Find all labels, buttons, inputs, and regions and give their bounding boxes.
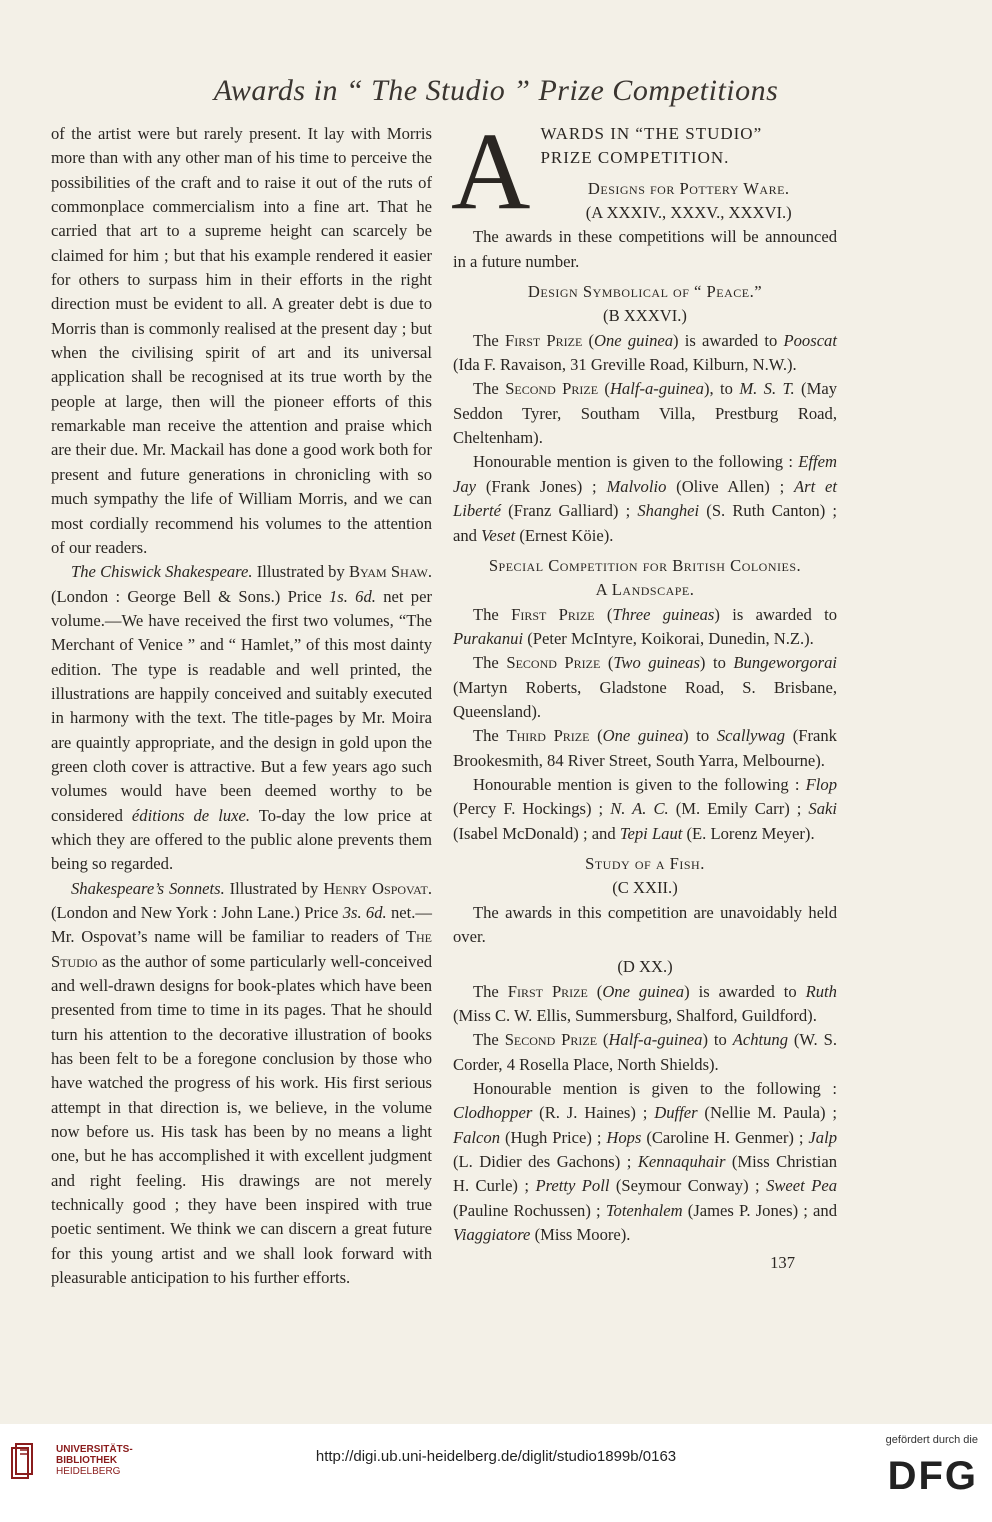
section-pottery-code: (A XXXIV., XXXV., XXXVI.) bbox=[585, 203, 792, 223]
page-number: 137 bbox=[770, 1253, 795, 1273]
peace-first-prize: The First Prize (One guinea) is awarded to Pooscat (Ida F. Ravaison, 31 Greville Road, Kilburn, N.W.). bbox=[453, 330, 837, 375]
review-chiswick-shakespeare: The Chiswick Shakespeare. Illustrated by Byam Shaw. (London : George Bell & Sons.) Price 1s. 6d. net per volume.—We have received the first two volumes, “The Merchant of Venice ” and “ Hamlet,” of this most dainty edition. The type is readable and well printed, the illustrations are happily conceived and suitably executed in harmony with the text. The title-pages by Mr. Moira are quaintly appropriate, and the design in gold upon the green cloth cover is attractive. But a few years ago such volumes would have been deemed worthy to be considered éditions de luxe. To-day the low price at which they are offered to the public alone prevents them being so regarded. bbox=[51, 562, 432, 874]
left-column bbox=[51, 122, 432, 1291]
section-pottery-text: The awards in these competitions will be announced in a future number. bbox=[453, 227, 837, 271]
peace-second-prize: The Second Prize (Half-a-guinea), to M. S. T. (May Seddon Tyrer, Southam Villa, Prestburg Road, Cheltenham). bbox=[453, 379, 837, 448]
fish-text: The awards in this competition are unavoidably held over. bbox=[453, 902, 837, 946]
colonies-second-prize: The Second Prize (Two guineas) to Bungeworgorai (Martyn Roberts, Gladstone Road, S. Brisbane, Queensland). bbox=[453, 653, 837, 721]
right-column bbox=[451, 110, 838, 1276]
heading-line-1: WARDS IN “THE STUDIO” bbox=[540, 124, 763, 143]
dfg-logo: DFG bbox=[887, 1454, 978, 1498]
d-honourable-mention: Honourable mention is given to the following : Clodhopper (R. J. Haines) ; Duffer (Nellie M. Paula) ; Falcon (Hugh Price) ; Hops (Caroline H. Genmer) ; Jalp (L. Didier des Gachons) ; Kennaquhair (Miss Christian H. Curle) ; Pretty Poll (Seymour Conway) ; Sweet Pea (Pauline Rochussen) ; Totenhalem (James P. Jones) ; and Viaggiatore (Miss Moore). bbox=[453, 1079, 837, 1245]
awards-heading bbox=[451, 110, 837, 274]
drop-cap: A bbox=[451, 110, 531, 232]
university-library-name: UNIVERSITÄTS- BIBLIOTHEK HEIDELBERG bbox=[56, 1444, 133, 1477]
funded-by-label: gefördert durch die bbox=[885, 1434, 978, 1446]
footer-bar bbox=[0, 1424, 992, 1522]
section-fish-title: Study of a Fish. bbox=[585, 853, 705, 873]
section-colonies-title: Special Competition for British Colonies. bbox=[488, 555, 802, 575]
peace-honourable-mention: Honourable mention is given to the following : Effem Jay (Frank Jones) ; Malvolio (Olive Allen) ; Art et Liberté (Franz Galliard) ; Shanghei (S. Ruth Canton) ; and Veset (Ernest Köie). bbox=[453, 452, 838, 545]
review-shakespeare-sonnets: Shakespeare’s Sonnets. Illustrated by Henry Ospovat. (London and New York : John Lane.) Price 3s. 6d. net.—Mr. Ospovat’s name will be familiar to readers of The Studio as the author of some particularly well-conceived and well-drawn designs for book-plates which have been presented from time to time in its pages. That he should turn his attention to the decorative illustration of books has been felt to be a foregone conclusion by those who have watched the progress of his work. His first serious attempt in that direction is, we believe, in the volume now before us. His task has been by no means a light one, but he has accomplished it with excellent judgment and right feeling. His drawings are not merely technically good ; they have been inspired with true poetic sentiment. We think we can discern a great future for this young artist and we shall look forward with pleasurable anticipation to his further efforts. bbox=[51, 878, 433, 1288]
page-title: Awards in “ The Studio ” Prize Competitions bbox=[213, 74, 779, 107]
section-fish-code: (C XXII.) bbox=[612, 878, 678, 898]
d-first-prize: The First Prize (One guinea) is awarded to Ruth (Miss C. W. Ellis, Summersburg, Shalford, Guildford). bbox=[453, 981, 837, 1026]
paragraph-morris: of the artist were but rarely present. It lay with Morris more than with any other man of his time to perceive the possibilities of the craft and to raise it out of the ruts of commonplace commercialism into a fine art. That he carried that art to a supreme height can scarcely be claimed for him ; but that his example rendered it easier for others to surpass him in their efforts in the right direction must be evident to all. A greater debt is due to Morris than is commonly realised at the present day ; but when the civilising spirit of art and its universal application shall be recognised at its true worth by the people at large, then will the pioneer efforts of this remarkable man receive the attention and praise which are their due. Mr. Mackail has done a good work both for present and future generations in chronicling with so much sympathy the life of William Morris, and we can most cordially recommend his volumes to the attention of our readers. bbox=[51, 124, 432, 557]
section-colonies-subtitle: A Landscape. bbox=[595, 580, 695, 600]
colonies-third-prize: The Third Prize (One guinea) to Scallywag (Frank Brookesmith, 84 River Street, South Yarra, Melbourne). bbox=[453, 726, 837, 770]
section-d-code: (D XX.) bbox=[617, 957, 673, 977]
colonies-honourable-mention: Honourable mention is given to the following : Flop (Percy F. Hockings) ; N. A. C. (M. Emily Carr) ; Saki (Isabel McDonald) ; and Tepi Laut (E. Lorenz Meyer). bbox=[453, 774, 837, 843]
section-peace-code: (B XXXVI.) bbox=[603, 306, 687, 326]
heading-line-2: PRIZE COMPETITION. bbox=[540, 148, 730, 168]
colonies-first-prize: The First Prize (Three guineas) is awarded to Purakanui (Peter McIntyre, Koikorai, Dunedin, N.Z.). bbox=[453, 604, 837, 648]
d-second-prize: The Second Prize (Half-a-guinea) to Achtung (W. S. Corder, 4 Rosella Place, North Shields). bbox=[453, 1030, 837, 1074]
section-pottery-title: Designs for Pottery Ware. bbox=[587, 178, 790, 198]
source-url-link[interactable]: http://digi.ub.uni-heidelberg.de/diglit/studio1899b/0163 bbox=[315, 1448, 677, 1465]
section-peace-title: Design Symbolical of “ Peace.” bbox=[527, 282, 763, 302]
